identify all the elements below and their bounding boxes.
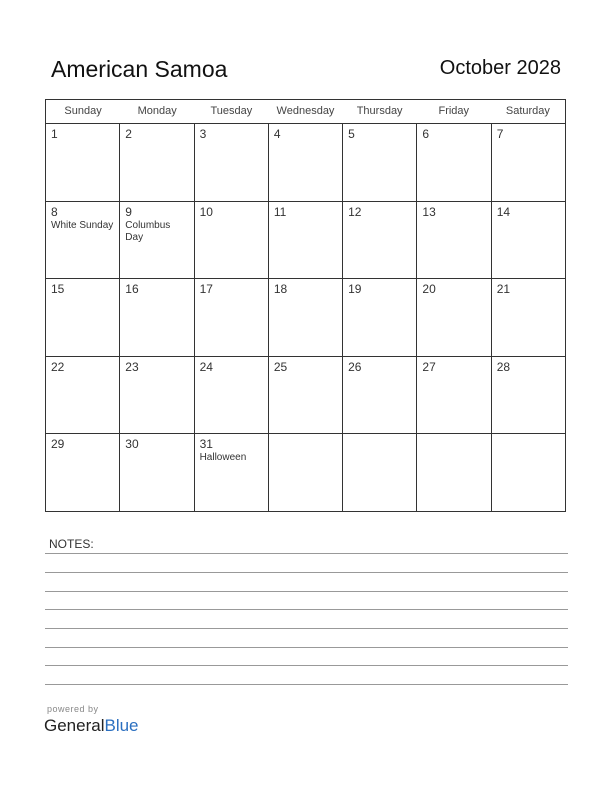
day-number: 3 [199,127,207,141]
day-cell [269,357,343,434]
week-row [46,202,565,280]
day-number: 6 [422,127,430,141]
weekday-tuesday: Tuesday [210,105,253,117]
calendar-title: American Samoa [51,56,228,82]
generalblue-logo [44,716,139,736]
day-number: 1 [51,127,58,141]
notes-line [45,609,568,610]
weekday-saturday: Saturday [505,105,550,117]
day-number: 25 [273,359,288,374]
day-cell [195,202,269,279]
notes-label: NOTES: [49,537,94,551]
day-cell [46,124,120,201]
day-cell [269,279,343,356]
day-number: 8 [51,204,58,219]
notes-line [45,591,568,592]
day-number: 29 [51,437,65,452]
notes-line [45,665,568,666]
day-cell [269,124,343,201]
day-cell [492,124,565,201]
day-cell [492,279,565,356]
weekday-friday: Friday [438,105,470,117]
day-cell [343,279,417,356]
day-cell [46,202,120,279]
day-cell [195,279,269,356]
week-row [46,279,565,357]
day-cell [46,434,120,512]
holiday-label: White Sunday [51,219,114,231]
day-cell [120,357,194,434]
day-cell [417,202,491,279]
day-number: 27 [422,359,436,374]
day-cell [46,357,120,434]
calendar-weeks [46,124,565,511]
powered-by-label: powered by [47,704,99,714]
day-number: 12 [348,204,362,219]
day-cell [343,434,417,512]
day-number: 26 [348,359,362,374]
day-number: 14 [496,204,511,219]
day-cell [417,279,491,356]
day-number: 21 [496,282,511,297]
day-cell [46,279,120,356]
day-cell [269,202,343,279]
day-cell [492,434,565,512]
day-cell [343,357,417,434]
day-cell [195,124,269,201]
day-number: 5 [348,127,355,141]
day-cell [343,202,417,279]
day-number: 18 [273,282,288,297]
day-cell [269,434,343,512]
day-number: 28 [496,359,511,374]
day-number: 20 [422,282,436,297]
holiday-label: Halloween [199,452,247,464]
day-number: 31 [199,437,213,452]
weekday-thursday: Thursday [356,105,403,117]
day-number: 4 [273,127,281,141]
day-cell [120,434,194,512]
day-number: 10 [199,204,213,219]
day-number: 16 [125,282,139,297]
day-number: 11 [273,204,287,219]
day-cell [343,124,417,201]
week-row [46,434,565,512]
day-cell [417,434,491,512]
day-number: 30 [125,437,139,452]
day-cell [417,357,491,434]
day-cell [195,357,269,434]
week-row [46,357,565,435]
weekday-wednesday: Wednesday [276,105,335,117]
week-row [46,124,565,202]
day-number: 15 [51,282,65,297]
brand-general-text: General [44,716,105,735]
day-number: 9 [125,204,132,219]
day-number: 24 [199,359,213,374]
weekday-monday: Monday [137,105,177,117]
day-cell [120,279,194,356]
calendar-grid [45,99,566,512]
day-cell [417,124,491,201]
day-cell [195,434,269,512]
notes-line [45,553,568,554]
day-number: 22 [51,359,65,374]
day-cell [120,124,194,201]
weekday-sunday: Sunday [64,105,102,117]
month-year-label: October 2028 [439,57,561,79]
day-cell [492,202,565,279]
day-cell [120,202,194,279]
day-number: 7 [496,127,504,141]
notes-line [45,628,568,629]
brand-blue-text: Blue [104,716,139,735]
day-number: 13 [422,204,436,219]
notes-line [45,572,568,573]
weekday-header-row [46,100,565,124]
day-number: 19 [348,282,362,297]
holiday-label: Columbus Day [125,219,171,243]
notes-line [45,684,568,685]
day-number: 2 [125,127,132,141]
day-number: 17 [199,282,213,297]
day-number: 23 [125,359,139,374]
notes-line [45,647,568,648]
day-cell [492,357,565,434]
